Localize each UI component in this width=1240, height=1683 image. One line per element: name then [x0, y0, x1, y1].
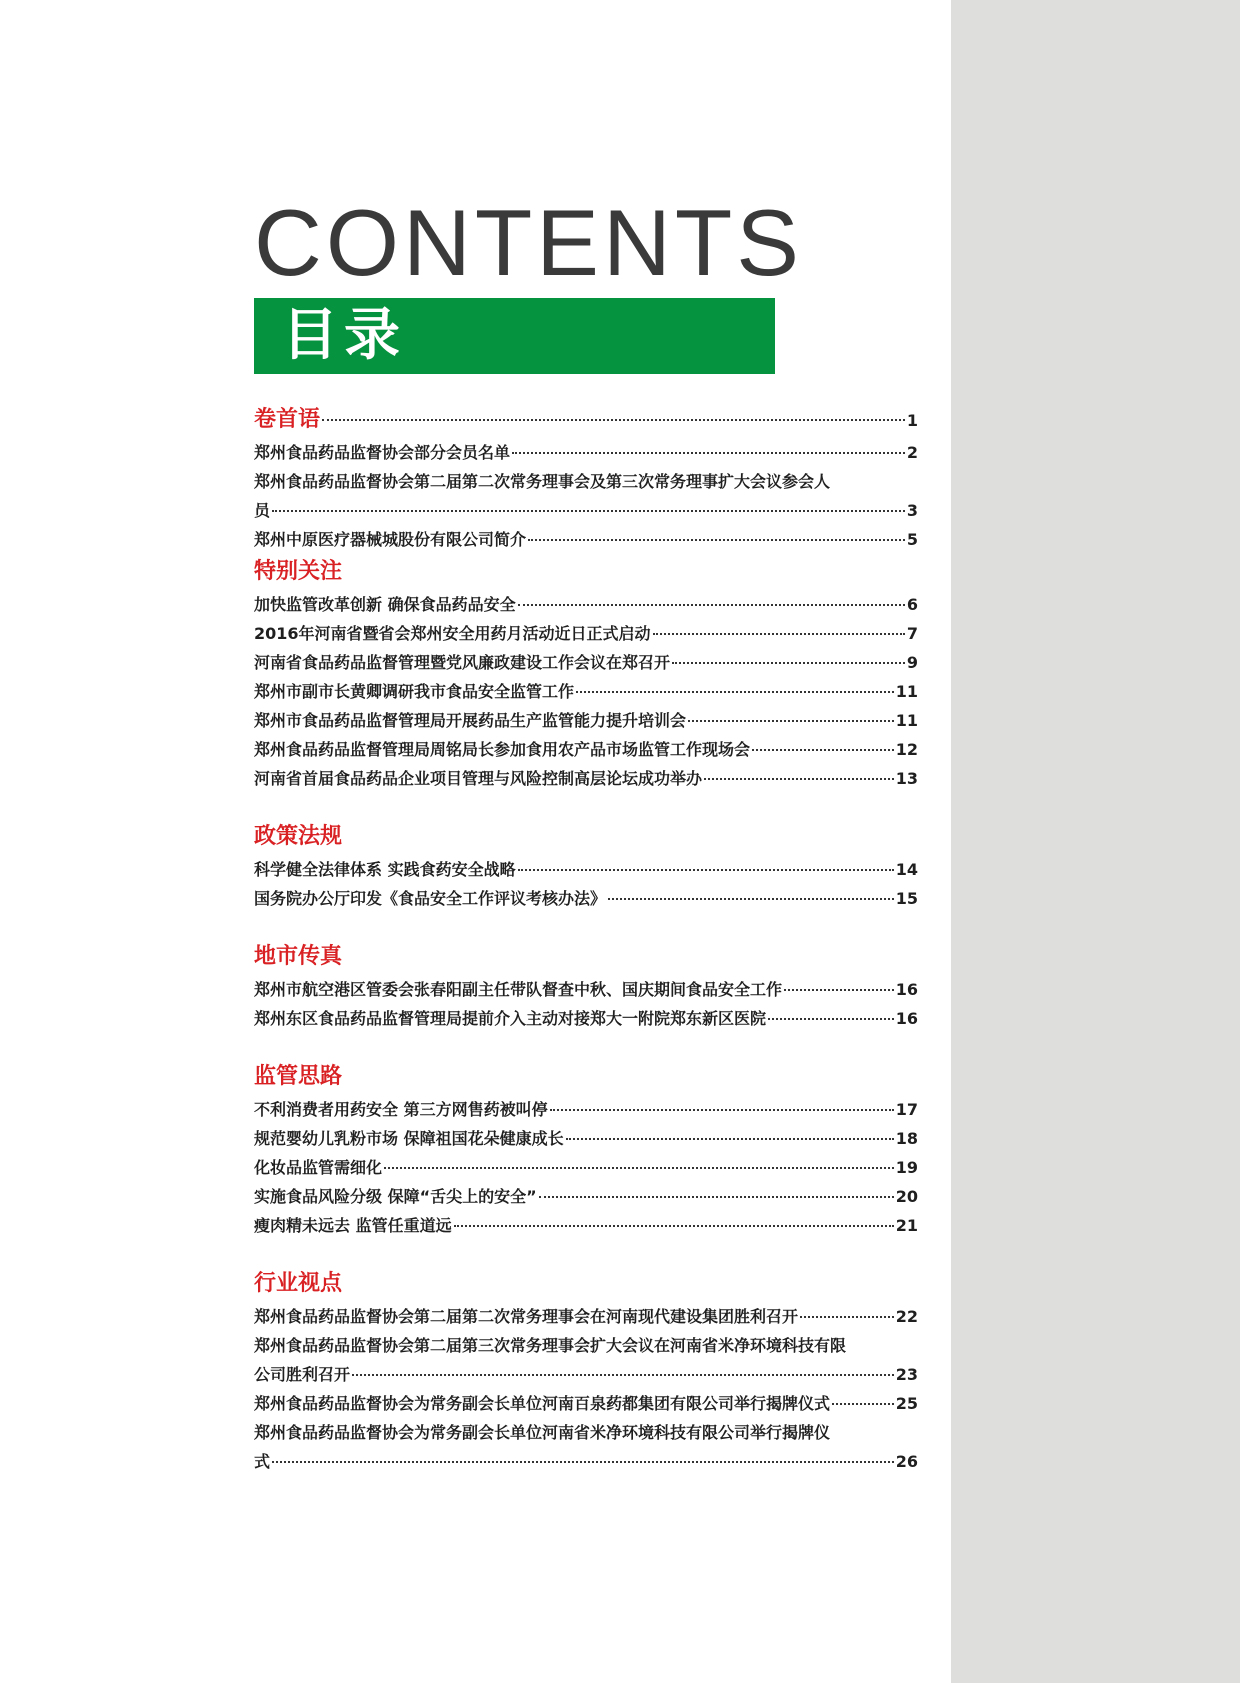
leader-dots: [272, 1461, 894, 1463]
side-panel: [951, 0, 1240, 1683]
toc-entry[interactable]: [254, 855, 918, 884]
leader-dots: [352, 1374, 894, 1376]
page-number: 17: [895, 1100, 918, 1119]
entry-title: 加快监管改革创新 确保食品药品安全: [254, 595, 516, 614]
toc-banner: [254, 298, 775, 374]
toc-entry[interactable]: [254, 496, 918, 525]
entry-title-line1[interactable]: 郑州食品药品监督协会为常务副会长单位河南省米净环境科技有限公司举行揭牌仪: [254, 1423, 831, 1442]
page-number: 13: [895, 769, 918, 788]
table-of-contents: [254, 402, 918, 1476]
toc-entry[interactable]: [254, 438, 918, 467]
toc-entry[interactable]: [254, 1302, 918, 1331]
entry-title: 式: [254, 1452, 271, 1471]
section-title: 地市传真: [254, 944, 343, 969]
leader-dots: [566, 1138, 894, 1140]
page-number: 18: [895, 1129, 918, 1148]
section-title: 特别关注: [254, 559, 343, 584]
leader-dots: [784, 989, 894, 991]
leader-dots: [608, 898, 894, 900]
toc-entry[interactable]: [254, 1153, 918, 1182]
toc-section: [254, 819, 918, 913]
section-title: 监管思路: [254, 1064, 343, 1089]
entry-title: 河南省食品药品监督管理暨党风廉政建设工作会议在郑召开: [254, 653, 671, 672]
entry-title-line1[interactable]: 郑州食品药品监督协会第二届第二次常务理事会及第三次常务理事扩大会议参会人: [254, 472, 831, 491]
toc-section: [254, 402, 918, 554]
entry-title: 科学健全法律体系 实践食药安全战略: [254, 860, 516, 879]
page-number: 19: [895, 1158, 918, 1177]
leader-dots: [672, 662, 905, 664]
section-title: 卷首语: [254, 407, 321, 432]
entry-title: 郑州市航空港区管委会张春阳副主任带队督查中秋、国庆期间食品安全工作: [254, 980, 783, 999]
leader-dots: [539, 1196, 894, 1198]
toc-section: [254, 1059, 918, 1240]
page-number: 11: [895, 711, 918, 730]
section-title: 行业视点: [254, 1271, 343, 1296]
toc-entry[interactable]: [254, 1095, 918, 1124]
toc-entry[interactable]: [254, 735, 918, 764]
page-number: 5: [906, 530, 918, 549]
leader-dots: [800, 1316, 894, 1318]
toc-entry[interactable]: [254, 1211, 918, 1240]
leader-dots: [704, 778, 894, 780]
page-number: 9: [906, 653, 918, 672]
page-number: 22: [895, 1307, 918, 1326]
leader-dots: [752, 749, 894, 751]
page-number: 16: [895, 1009, 918, 1028]
page-number: 3: [906, 501, 918, 520]
page-number: 2: [906, 443, 918, 462]
leader-dots: [528, 539, 905, 541]
page-number: 20: [895, 1187, 918, 1206]
page-number: 25: [895, 1394, 918, 1413]
leader-dots: [322, 419, 905, 421]
entry-title: 规范婴幼儿乳粉市场 保障祖国花朵健康成长: [254, 1129, 564, 1148]
leader-dots: [576, 691, 894, 693]
toc-entry[interactable]: [254, 1360, 918, 1389]
leader-dots: [518, 604, 905, 606]
page-number: 16: [895, 980, 918, 999]
page-number: 23: [895, 1365, 918, 1384]
page-number: 12: [895, 740, 918, 759]
leader-dots: [653, 633, 905, 635]
toc-entry[interactable]: [254, 619, 918, 648]
contents-heading: CONTENTS: [254, 190, 803, 295]
leader-dots: [454, 1225, 894, 1227]
section-title-row[interactable]: [254, 402, 918, 438]
toc-entry[interactable]: [254, 1124, 918, 1153]
entry-title: 2016年河南省暨省会郑州安全用药月活动近日正式启动: [254, 624, 651, 643]
page-number: 21: [895, 1216, 918, 1235]
page-number: 7: [906, 624, 918, 643]
entry-title: 郑州中原医疗器械城股份有限公司简介: [254, 530, 527, 549]
toc-entry[interactable]: [254, 764, 918, 793]
entry-title: 郑州食品药品监督协会第二届第二次常务理事会在河南现代建设集团胜利召开: [254, 1307, 799, 1326]
entry-title: 郑州食品药品监督管理局周铭局长参加食用农产品市场监管工作现场会: [254, 740, 751, 759]
leader-dots: [518, 869, 894, 871]
section-title: 政策法规: [254, 824, 343, 849]
entry-title: 郑州食品药品监督协会为常务副会长单位河南百泉药都集团有限公司举行揭牌仪式: [254, 1394, 831, 1413]
toc-section: [254, 554, 918, 793]
toc-entry[interactable]: [254, 590, 918, 619]
page-number: 1: [906, 411, 918, 430]
entry-title: 河南省首届食品药品企业项目管理与风险控制高层论坛成功举办: [254, 769, 703, 788]
toc-entry[interactable]: [254, 975, 918, 1004]
toc-entry[interactable]: [254, 1182, 918, 1211]
page-number: 14: [895, 860, 918, 879]
page-number: 11: [895, 682, 918, 701]
entry-title: 郑州市副市长黄卿调研我市食品安全监管工作: [254, 682, 575, 701]
entry-title-line1[interactable]: 郑州食品药品监督协会第二届第三次常务理事会扩大会议在河南省米净环境科技有限: [254, 1336, 847, 1355]
entry-title: 郑州市食品药品监督管理局开展药品生产监管能力提升培训会: [254, 711, 687, 730]
toc-section: [254, 939, 918, 1033]
toc-entry[interactable]: [254, 1389, 918, 1418]
toc-banner-title: 目录: [282, 303, 406, 368]
page-number: 26: [895, 1452, 918, 1471]
entry-title: 郑州东区食品药品监督管理局提前介入主动对接郑大一附院郑东新区医院: [254, 1009, 767, 1028]
leader-dots: [832, 1403, 894, 1405]
leader-dots: [688, 720, 894, 722]
entry-title: 国务院办公厅印发《食品安全工作评议考核办法》: [254, 889, 607, 908]
entry-title: 不利消费者用药安全 第三方网售药被叫停: [254, 1100, 548, 1119]
toc-section: [254, 1266, 918, 1476]
leader-dots: [272, 510, 905, 512]
entry-title: 实施食品风险分级 保障“舌尖上的安全”: [254, 1187, 537, 1206]
toc-entry[interactable]: [254, 677, 918, 706]
toc-entry[interactable]: [254, 1447, 918, 1476]
leader-dots: [768, 1018, 894, 1020]
entry-title: 郑州食品药品监督协会部分会员名单: [254, 443, 511, 462]
entry-title: 员: [254, 501, 271, 520]
page-number: 15: [895, 889, 918, 908]
leader-dots: [512, 452, 905, 454]
entry-title: 化妆品监管需细化: [254, 1158, 383, 1177]
page-number: 6: [906, 595, 918, 614]
toc-entry[interactable]: [254, 648, 918, 677]
toc-entry[interactable]: [254, 1004, 918, 1033]
toc-entry[interactable]: [254, 706, 918, 735]
toc-entry[interactable]: [254, 525, 918, 554]
leader-dots: [384, 1167, 894, 1169]
entry-title: 瘦肉精未远去 监管任重道远: [254, 1216, 452, 1235]
toc-entry[interactable]: [254, 884, 918, 913]
leader-dots: [550, 1109, 894, 1111]
entry-title: 公司胜利召开: [254, 1365, 351, 1384]
